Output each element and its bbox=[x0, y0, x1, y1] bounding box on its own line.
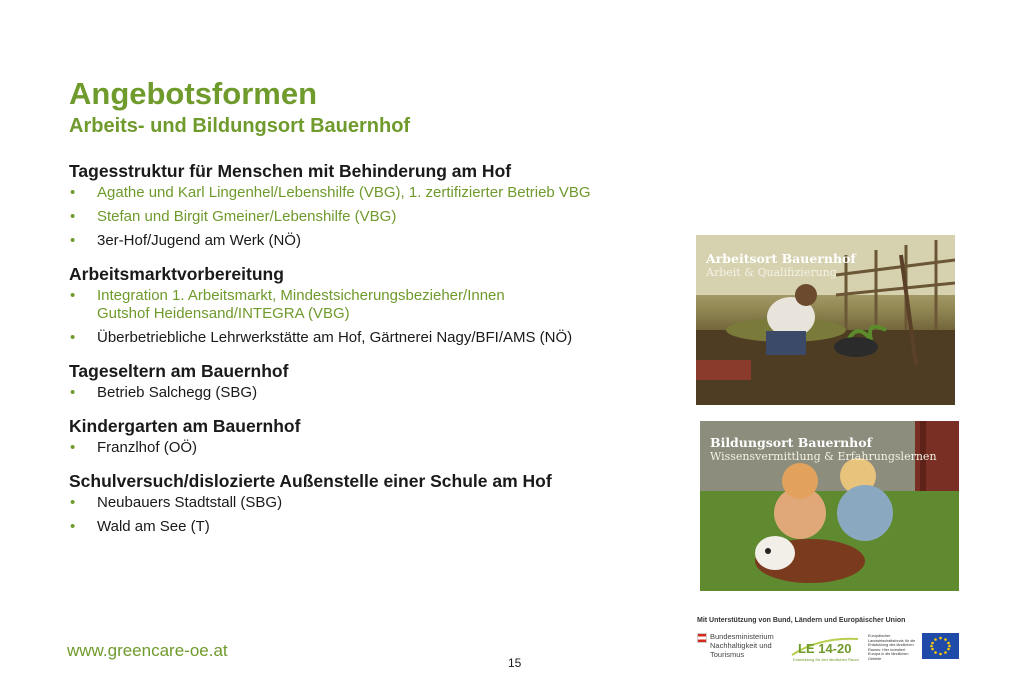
bullet-list bbox=[69, 184, 689, 250]
list-item-line: Gutshof Heidensand/INTEGRA (VBG) bbox=[97, 305, 350, 322]
austria-flag-icon bbox=[697, 633, 707, 643]
page-title: Angebotsformen bbox=[69, 76, 317, 111]
list-item: • Agathe und Karl Lingenhel/Lebenshilfe (VBG), 1. zertifizierter Betrieb VBG bbox=[69, 184, 689, 202]
section-tageseltern bbox=[69, 360, 689, 402]
support-text: Mit Unterstützung von Bund, Ländern und Europäischer Union bbox=[697, 617, 906, 624]
ministry-name: Bundesministerium Nachhaltigkeit und Tourismus bbox=[710, 632, 774, 659]
section-tagesstruktur bbox=[69, 160, 689, 250]
le-logo-text: LE 14-20 bbox=[798, 641, 852, 656]
le-14-20-logo bbox=[790, 633, 860, 661]
bullet-list bbox=[69, 494, 689, 536]
website-link[interactable]: www.greencare-oe.at bbox=[67, 641, 228, 660]
section-title: Schulversuch/dislozierte Außenstelle einer Schule am Hof bbox=[69, 471, 552, 491]
eu-flag-icon bbox=[922, 633, 959, 659]
list-item: • Franzlhof (OÖ) bbox=[69, 439, 689, 457]
arbeitsort-photo bbox=[696, 235, 955, 405]
le-tagline: Entwicklung für den ländlichen Raum bbox=[793, 657, 859, 662]
section-title: Tageseltern am Bauernhof bbox=[69, 361, 289, 381]
ministry-logo bbox=[697, 630, 785, 664]
bullet-list bbox=[69, 287, 689, 347]
list-item bbox=[69, 287, 689, 323]
section-title: Kindergarten am Bauernhof bbox=[69, 416, 301, 436]
bildungsort-photo bbox=[700, 421, 959, 591]
section-title: Tagesstruktur für Menschen mit Behinderung am Hof bbox=[69, 161, 512, 181]
section-schulversuch bbox=[69, 470, 689, 536]
eu-fund-text: Europäischer Landwirtschaftsfonds für die Entwicklung des ländlichen Raums: Hier investiert Europa in die ländlichen Gebiete bbox=[868, 634, 916, 661]
list-item: • Neubauers Stadtstall (SBG) bbox=[69, 494, 689, 512]
photo-subtitle: Wissensvermittlung & Erfahrungslernen bbox=[710, 450, 937, 463]
content-area bbox=[69, 160, 689, 549]
funding-logos bbox=[697, 617, 962, 665]
photo-subtitle: Arbeit & Qualifizierung bbox=[706, 266, 837, 279]
section-title: Arbeitsmarktvorbereitung bbox=[69, 264, 284, 284]
page-number: 15 bbox=[508, 656, 522, 670]
photo-title: Bildungsort Bauernhof bbox=[710, 435, 872, 450]
list-item: • 3er-Hof/Jugend am Werk (NÖ) bbox=[69, 232, 689, 250]
photo-title: Arbeitsort Bauernhof bbox=[706, 251, 856, 266]
bullet-list bbox=[69, 384, 689, 402]
list-item-line: • Integration 1. Arbeitsmarkt, Mindestsicherungsbezieher/Innen bbox=[97, 287, 505, 304]
eu-stars-icon bbox=[922, 633, 959, 659]
section-arbeitsmarkt bbox=[69, 263, 689, 347]
list-item: • Überbetriebliche Lehrwerkstätte am Hof, Gärtnerei Nagy/BFI/AMS (NÖ) bbox=[69, 329, 689, 347]
page-subtitle: Arbeits- und Bildungsort Bauernhof bbox=[69, 115, 411, 137]
bullet-list bbox=[69, 439, 689, 457]
list-item: • Betrieb Salchegg (SBG) bbox=[69, 384, 689, 402]
list-item: • Wald am See (T) bbox=[69, 518, 689, 536]
list-item: • Stefan und Birgit Gmeiner/Lebenshilfe (VBG) bbox=[69, 208, 689, 226]
section-kindergarten bbox=[69, 415, 689, 457]
